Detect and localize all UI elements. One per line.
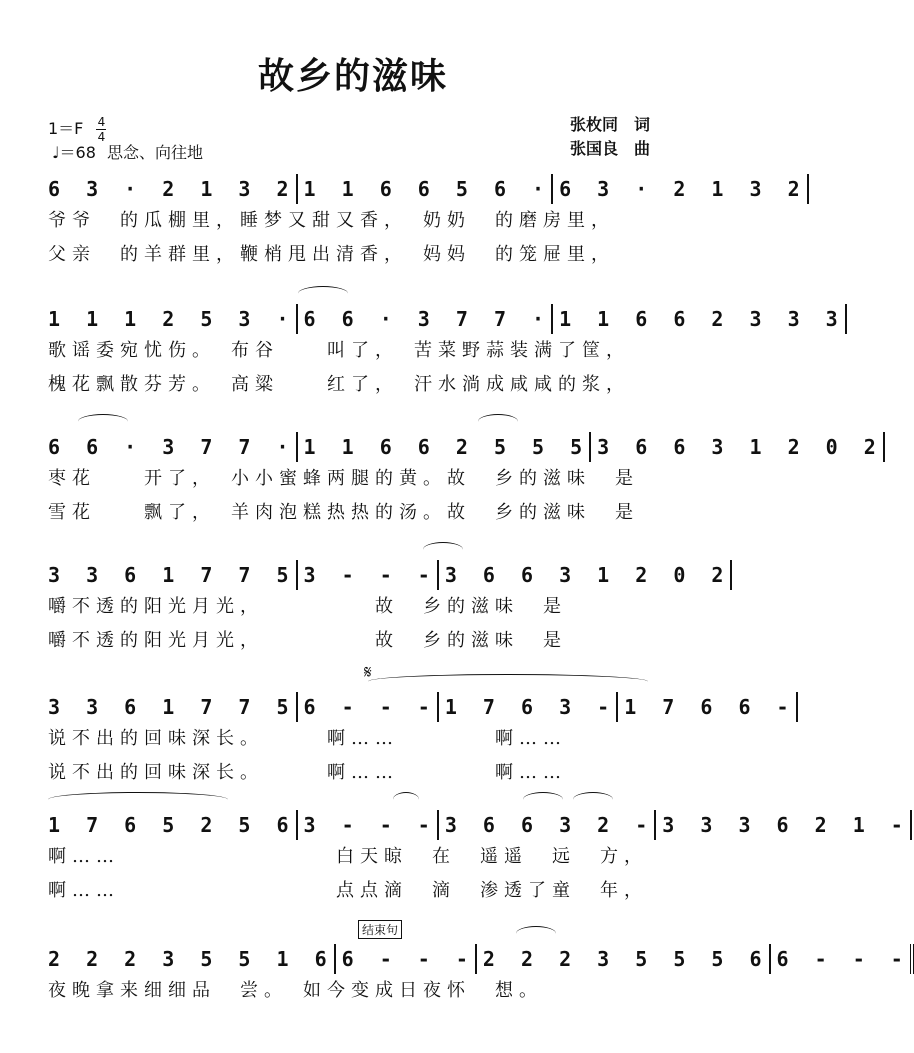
- segno-icon: 𝄋: [364, 662, 372, 683]
- score-system-2: [48, 300, 845, 402]
- slur: [48, 792, 228, 807]
- score-system-6: [48, 806, 910, 908]
- tempo-line: [52, 142, 203, 164]
- notes-row: [48, 170, 807, 204]
- time-signature: [96, 116, 106, 143]
- tempo-mark: ♩＝68: [52, 143, 96, 162]
- measure: 1 1 1 2 5 3 ·: [48, 304, 298, 334]
- measure: 3 3 6 1 7 7 5: [48, 560, 298, 590]
- lyric-verse-1: 啊…… 白天晾 在 遥遥 远 方，: [48, 846, 648, 867]
- ending-mark: 结束句: [358, 920, 402, 939]
- slur: [393, 792, 419, 807]
- measure: 3 6 6 3 1 2 0 2: [591, 432, 885, 462]
- slur: [298, 286, 348, 301]
- measure: 3 6 6 3 2 -: [439, 810, 656, 840]
- lyricist-credit: 张枚同 词: [569, 115, 650, 134]
- time-top: 4: [97, 115, 106, 129]
- measure: 1 7 6 3 -: [439, 692, 618, 722]
- measure: 2 2 2 3 5 5 5 6: [477, 944, 771, 974]
- measure: 3 3 3 6 2 1 -: [656, 810, 912, 840]
- measure: 1 1 6 6 2 3 3 3: [553, 304, 847, 334]
- score-system-5: [48, 662, 796, 790]
- measure: 3 6 6 3 1 2 0 2: [439, 560, 733, 590]
- slur: [368, 674, 648, 689]
- measure: 6 6 · 3 7 7 ·: [298, 304, 554, 334]
- key-signature: [48, 116, 106, 143]
- notes-row: [48, 688, 796, 722]
- measure: 1 7 6 6 -: [618, 692, 797, 722]
- measure: 3 - - -: [298, 810, 439, 840]
- time-bottom: 4: [97, 130, 106, 144]
- measure: 3 3 6 1 7 7 5: [48, 692, 298, 722]
- measure: 6 - - -: [771, 944, 914, 974]
- measure: 1 1 6 6 5 6 ·: [298, 174, 554, 204]
- lyric-verse-2: 雪花 飘了， 羊肉泡糕热热的汤。故 乡的滋味 是: [48, 502, 639, 523]
- measure: 6 - - -: [336, 944, 477, 974]
- expression-mark: 思念、向往地: [107, 143, 204, 162]
- slur: [573, 792, 613, 807]
- song-title: 故乡的滋味: [257, 55, 448, 97]
- lyric-verse-2: 父亲 的羊群里，鞭梢甩出清香， 妈妈 的笼屉里，: [48, 244, 615, 265]
- lyric-verse-1: 说不出的回味深长。 啊…… 啊……: [48, 728, 567, 749]
- slur: [523, 792, 563, 807]
- lyric-verse-2: 嚼不透的阳光月光， 故 乡的滋味 是: [48, 630, 567, 651]
- score-system-1: [48, 170, 807, 272]
- key-label: 1＝F: [48, 119, 84, 138]
- notes-row: [48, 940, 910, 974]
- lyric-verse-1: 歌谣委宛忧伤。 布谷 叫了， 苦菜野蒜装满了筐，: [48, 340, 630, 361]
- lyric-verse-2: 说不出的回味深长。 啊…… 啊……: [48, 762, 567, 783]
- score-system-3: [48, 428, 883, 530]
- lyric-verse-1: 爷爷 的瓜棚里，睡梦又甜又香， 奶奶 的磨房里，: [48, 210, 615, 231]
- notes-row: [48, 556, 731, 590]
- measure: 6 3 · 2 1 3 2: [48, 174, 298, 204]
- notes-row: [48, 428, 883, 462]
- notes-row: [48, 806, 910, 840]
- slur: [478, 414, 518, 429]
- score-system-4: [48, 556, 731, 658]
- slur: [78, 414, 128, 429]
- lyric-verse-1: 枣花 开了， 小小蜜蜂两腿的黄。故 乡的滋味 是: [48, 468, 639, 489]
- lyric-verse-1: 夜晚拿来细细品 尝。 如今变成日夜怀 想。: [48, 980, 543, 1001]
- score-system-7: [48, 923, 910, 1008]
- slur: [516, 926, 556, 941]
- measure: 6 - - -: [298, 692, 439, 722]
- composer-credit: 张国良 曲: [569, 139, 650, 158]
- lyric-verse-1: 嚼不透的阳光月光， 故 乡的滋味 是: [48, 596, 567, 617]
- measure: 3 - - -: [298, 560, 439, 590]
- measure: 1 7 6 5 2 5 6: [48, 810, 298, 840]
- measure: 6 6 · 3 7 7 ·: [48, 432, 298, 462]
- lyric-verse-2: 槐花飘散芬芳。 高粱 红了， 汗水淌成咸咸的浆，: [48, 374, 630, 395]
- slur: [423, 542, 463, 557]
- measure: 6 3 · 2 1 3 2: [553, 174, 809, 204]
- notes-row: [48, 300, 845, 334]
- measure: 1 1 6 6 2 5 5 5: [298, 432, 592, 462]
- lyric-verse-2: 啊…… 点点滴 滴 渗透了童 年，: [48, 880, 648, 901]
- measure: 2 2 2 3 5 5 1 6: [48, 944, 336, 974]
